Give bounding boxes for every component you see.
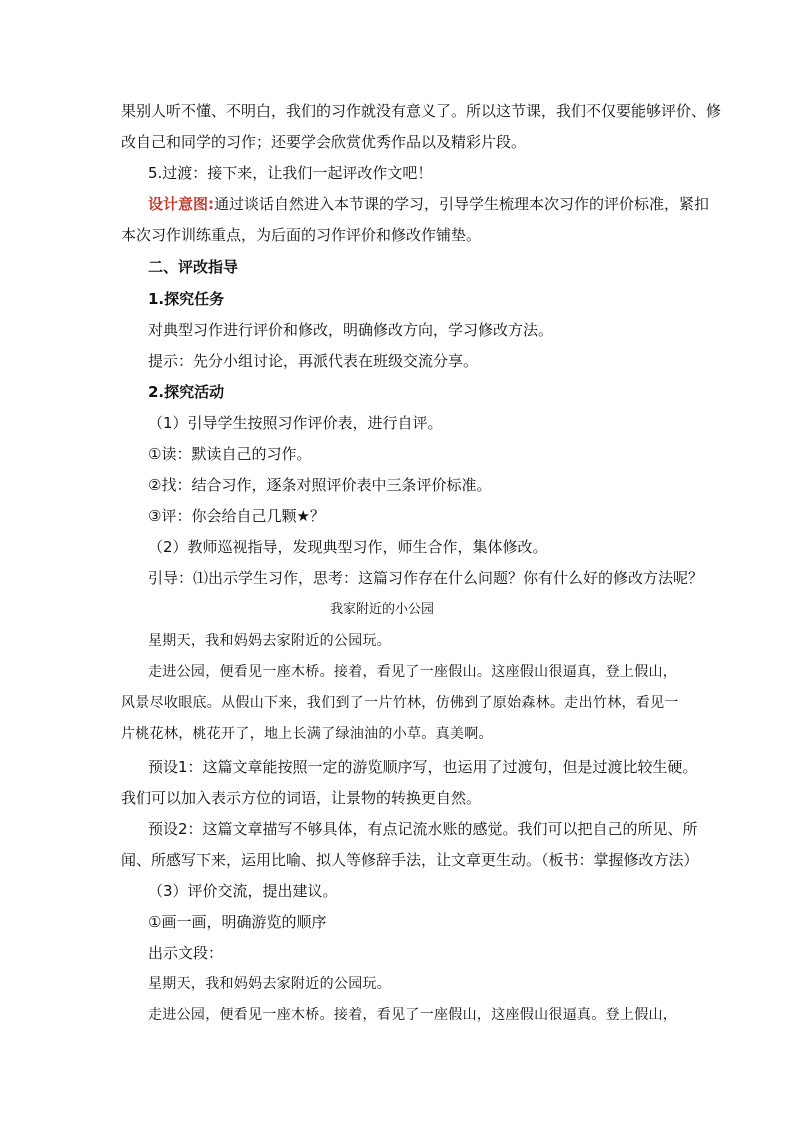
essay-line: 星期天，我和妈妈去家附近的公园玩。 xyxy=(148,976,392,992)
subsection-heading: 1.探究任务 xyxy=(148,290,225,308)
design-intent-label: 设计意图: xyxy=(148,195,214,213)
paragraph-line: 闻、所感写下来，运用比喻、拟人等修辞手法，让文章更生动。（板书：掌握修改方法） xyxy=(121,851,699,869)
paragraph-line: 预设2：这篇文章描写不够具体，有点记流水账的感觉。我们可以把自己的所见、所 xyxy=(148,820,698,838)
essay-line: 星期天，我和妈妈去家附近的公园玩。 xyxy=(148,633,392,649)
design-intent-line xyxy=(148,193,709,215)
paragraph-line: 对典型习作进行评价和修改，明确修改方向，学习修改方法。 xyxy=(148,321,554,339)
section-heading: 二、评改指导 xyxy=(148,258,239,276)
design-intent-text: 通过谈话自然进入本节课的学习，引导学生梳理本次习作的评价标准，紧扣 xyxy=(214,195,710,213)
paragraph-line: 改自己和同学的习作；还要学会欣赏优秀作品以及精彩片段。 xyxy=(121,133,527,151)
paragraph-line: 引导：⑴出示学生习作，思考：这篇习作存在什么问题？你有什么好的修改方法呢？ xyxy=(148,569,704,587)
paragraph-line: 果别人听不懂、不明白，我们的习作就没有意义了。所以这节课，我们不仅要能够评价、修 xyxy=(121,102,722,120)
paragraph-line: （1）引导学生按照习作评价表，进行自评。 xyxy=(148,414,443,432)
essay-line: 走进公园，便看见一座木桥。接着，看见了一座假山，这座假山很逼真。登上假山， xyxy=(148,1007,678,1023)
essay-line: 风景尽收眼底。从假山下来，我们到了一片竹林，仿佛到了原始森林。走出竹林，看见一 xyxy=(121,695,679,711)
paragraph-line: 出示文段： xyxy=(148,944,224,962)
subsection-heading: 2.探究活动 xyxy=(148,383,225,401)
paragraph-line: 本次习作训练重点，为后面的习作评价和修改作铺垫。 xyxy=(121,226,482,244)
paragraph-line: 我们可以加入表示方位的词语，让景物的转换更自然。 xyxy=(121,789,482,807)
paragraph-line: （3）评价交流，提出建议。 xyxy=(148,882,338,900)
paragraph-line: 预设1：这篇文章能按照一定的游览顺序写，也运用了过渡句，但是过渡比较生硬。 xyxy=(148,758,698,776)
paragraph-line: ①画一画，明确游览的顺序 xyxy=(148,913,327,931)
essay-line: 片桃花林，桃花开了，地上长满了绿油油的小草。真美啊。 xyxy=(121,726,493,742)
paragraph-line: ①读：默读自己的习作。 xyxy=(148,445,312,463)
paragraph-line: （2）教师巡视指导，发现典型习作，师生合作，集体修改。 xyxy=(148,538,548,556)
paragraph-line: 提示：先分小组讨论，再派代表在班级交流分享。 xyxy=(148,352,479,370)
paragraph-line: ③评：你会给自己几颗★？ xyxy=(148,507,325,525)
paragraph-line: 5.过渡：接下来，让我们一起评改作文吧！ xyxy=(148,164,433,182)
essay-title: 我家附近的小公园 xyxy=(330,602,435,617)
essay-line: 走进公园，便看见一座木桥。接着，看见了一座假山。这座假山很逼真，登上假山， xyxy=(148,664,678,680)
paragraph-line: ②找：结合习作，逐条对照评价表中三条评价标准。 xyxy=(148,476,492,494)
